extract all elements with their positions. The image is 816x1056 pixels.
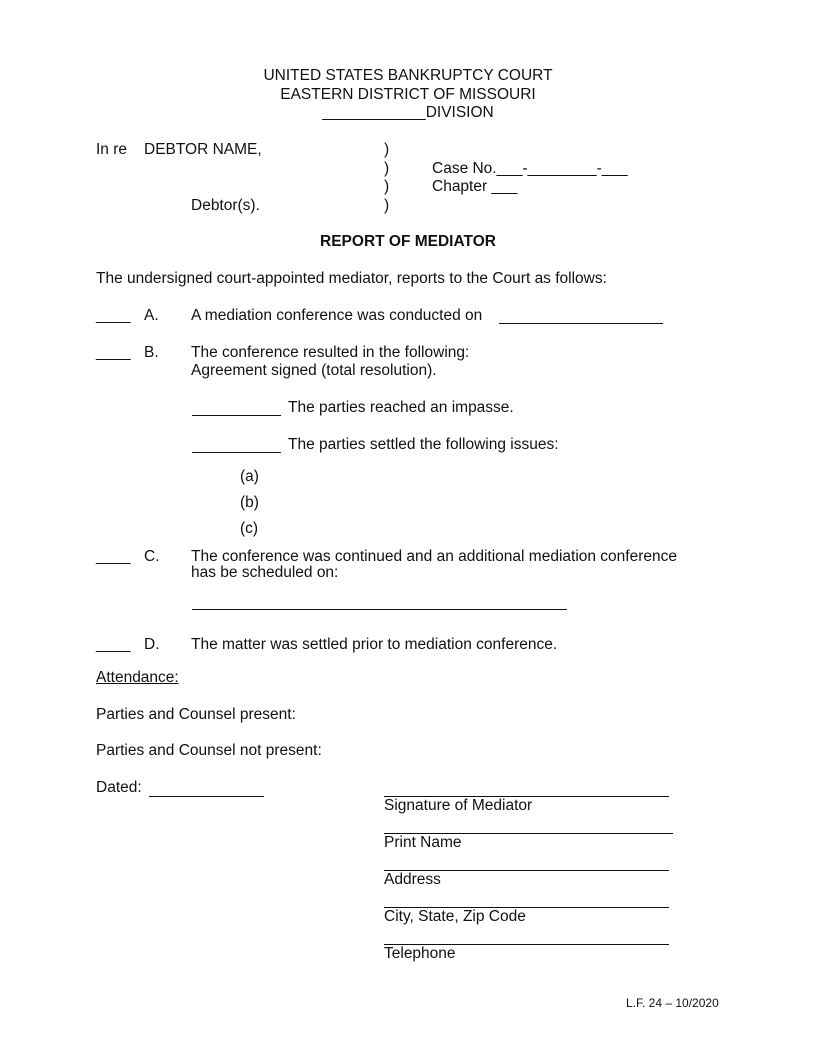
- document-title: REPORT OF MEDIATOR: [320, 233, 496, 250]
- item-b-agreement: Agreement signed (total resolution).: [191, 362, 437, 379]
- dated-label: Dated:: [96, 779, 142, 796]
- issue-c-label: (c): [240, 520, 259, 537]
- item-c-text-line2: has be scheduled on:: [191, 564, 339, 581]
- debtor-name: DEBTOR NAME,: [144, 141, 262, 158]
- parties-present-label: Parties and Counsel present:: [96, 706, 296, 723]
- item-c-letter: C.: [144, 548, 160, 565]
- item-c-checkbox-blank: ____: [96, 548, 131, 565]
- print-name-label: Print Name: [384, 834, 462, 851]
- item-a-checkbox-blank: ____: [96, 307, 131, 324]
- item-c-text-line1: The conference was continued and an additional mediation conference: [191, 548, 677, 565]
- parties-not-present-label: Parties and Counsel not present:: [96, 742, 322, 759]
- division-line: ____________DIVISION: [322, 104, 494, 121]
- caption-paren-2: ): [384, 160, 390, 177]
- item-d-text: The matter was settled prior to mediation conference.: [191, 636, 558, 653]
- item-a-text: A mediation conference was conducted on: [191, 307, 483, 324]
- item-b-text: The conference resulted in the following:: [191, 344, 470, 361]
- issue-b-label: (b): [240, 494, 259, 511]
- signature-label: Signature of Mediator: [384, 797, 533, 814]
- settled-blank-line: [192, 452, 281, 453]
- caption-paren-1: ): [384, 141, 390, 158]
- telephone-label: Telephone: [384, 945, 456, 962]
- form-number: L.F. 24 – 10/2020: [626, 996, 719, 1010]
- court-name: UNITED STATES BANKRUPTCY COURT: [263, 67, 553, 84]
- city-state-zip-label: City, State, Zip Code: [384, 908, 526, 925]
- debtors-label: Debtor(s).: [191, 197, 260, 214]
- item-a-date-line: [499, 323, 663, 324]
- address-label: Address: [384, 871, 441, 888]
- caption-paren-3: ): [384, 178, 390, 195]
- district-name: EASTERN DISTRICT OF MISSOURI: [280, 86, 536, 103]
- case-number: Case No.___-________-___: [432, 160, 628, 177]
- item-d-letter: D.: [144, 636, 160, 653]
- item-a-letter: A.: [144, 307, 159, 324]
- caption-paren-4: ): [384, 197, 390, 214]
- item-b-impasse: The parties reached an impasse.: [288, 399, 514, 416]
- issue-a-label: (a): [240, 468, 259, 485]
- item-b-letter: B.: [144, 344, 159, 361]
- item-b-settled: The parties settled the following issues:: [288, 436, 559, 453]
- chapter-number: Chapter ___: [432, 178, 518, 195]
- attendance-heading: Attendance:: [96, 669, 179, 686]
- impasse-blank-line: [192, 415, 281, 416]
- dated-line: [149, 796, 264, 797]
- intro-text: The undersigned court-appointed mediator, reports to the Court as follows:: [96, 270, 607, 287]
- in-re-label: In re: [96, 141, 128, 158]
- item-d-checkbox-blank: ____: [96, 636, 131, 653]
- item-c-schedule-line: [192, 609, 567, 610]
- item-b-checkbox-blank: ____: [96, 344, 131, 361]
